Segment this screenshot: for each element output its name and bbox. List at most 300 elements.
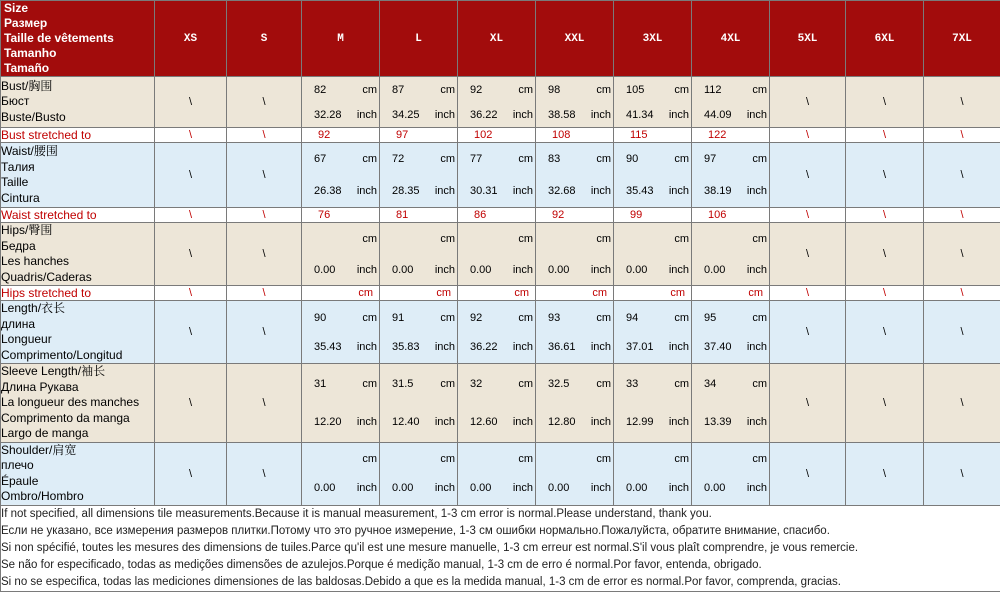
- not-available-mark: \: [189, 326, 192, 338]
- stretch-cell-hips-xxl: [536, 286, 614, 301]
- inch-value: 0.00: [470, 482, 491, 494]
- cm-line: [314, 153, 377, 165]
- inch-line: [704, 264, 767, 276]
- disclaimer-line-es: Si no se especifica, todas las mediciones dimensiones de las baldosas.Debido a que es la medida manual, 1-3 cm de error es normal.Por favor, comprenda, gracias.: [1, 574, 1000, 591]
- not-available-mark: \: [262, 169, 265, 181]
- stretch-value-pair: [536, 209, 613, 221]
- cm-line: [704, 233, 767, 245]
- measure-label-line: Hips/臀围: [1, 223, 154, 239]
- not-available-mark: \: [262, 287, 265, 299]
- inch-value: 34.25: [392, 109, 420, 121]
- cm-line: [470, 84, 533, 96]
- cm-value: 112: [704, 84, 722, 96]
- cm-value: 32.5: [548, 378, 569, 390]
- value-cell-waist-6xl: [846, 143, 924, 208]
- inch-unit: inch: [591, 482, 611, 494]
- value-cell-sleeve-5xl: [770, 364, 846, 443]
- size-label-line: Size: [4, 1, 154, 16]
- size-header-xs: XS: [155, 1, 227, 77]
- measure-label-line: La longueur des manches: [1, 395, 154, 411]
- measure-label-line: Quadris/Caderas: [1, 270, 154, 286]
- cm-line: [314, 312, 377, 324]
- inch-line: [548, 416, 611, 428]
- measure-label-line: Les hanches: [1, 254, 154, 270]
- cm-unit: cm: [518, 233, 533, 245]
- inch-line: [626, 264, 689, 276]
- value-cell-length-l: [380, 301, 458, 364]
- cm-inch-pair: [692, 303, 769, 361]
- inch-unit: inch: [513, 482, 533, 494]
- cm-unit: cm: [752, 233, 767, 245]
- inch-unit: inch: [513, 416, 533, 428]
- stretch-value: 92: [318, 129, 330, 141]
- inch-unit: inch: [357, 482, 377, 494]
- cm-unit: cm: [440, 153, 455, 165]
- inch-line: [704, 416, 767, 428]
- value-cell-hips-7xl: [924, 223, 1000, 286]
- inch-unit: inch: [669, 416, 689, 428]
- cm-inch-pair: [536, 445, 613, 503]
- cm-line: [470, 312, 533, 324]
- cm-inch-pair: [302, 143, 379, 207]
- stretch-value: 86: [474, 209, 486, 221]
- cm-unit: cm: [440, 378, 455, 390]
- measure-label-line: Sleeve Length/袖长: [1, 364, 154, 380]
- size-header-5xl: 5XL: [770, 1, 846, 77]
- cm-line: [314, 84, 377, 96]
- cm-value: 67: [314, 153, 326, 165]
- value-cell-bust-m: [302, 77, 380, 128]
- stretch-unit: cm: [592, 287, 607, 299]
- cm-value: 90: [626, 153, 638, 165]
- cm-line: [626, 84, 689, 96]
- cm-unit: cm: [362, 378, 377, 390]
- measure-row-sleeve: [1, 364, 1000, 443]
- not-available-mark: \: [883, 129, 886, 141]
- value-cell-shoulder-s: [227, 442, 302, 505]
- cm-inch-pair: [692, 77, 769, 127]
- cm-unit: cm: [596, 233, 611, 245]
- cm-line: [470, 453, 533, 465]
- cm-value: 98: [548, 84, 560, 96]
- inch-line: [548, 109, 611, 121]
- size-label-cell: [1, 1, 155, 77]
- not-available-mark: \: [806, 96, 809, 108]
- measure-label-line: длина: [1, 317, 154, 333]
- inch-value: 12.60: [470, 416, 498, 428]
- inch-unit: inch: [591, 416, 611, 428]
- stretch-label: Hips stretched to: [1, 286, 155, 301]
- cm-value: 33: [626, 378, 638, 390]
- value-cell-length-7xl: [924, 301, 1000, 364]
- inch-value: 32.28: [314, 109, 342, 121]
- cm-value: 32: [470, 378, 482, 390]
- measure-row-bust: [1, 77, 1000, 128]
- cm-line: [470, 378, 533, 390]
- measure-label-line: Cintura: [1, 191, 154, 207]
- stretch-value-pair: [380, 129, 457, 141]
- inch-unit: inch: [669, 482, 689, 494]
- cm-line: [704, 312, 767, 324]
- stretch-value-pair: [536, 287, 613, 299]
- stretch-value-pair: [458, 209, 535, 221]
- inch-line: [626, 185, 689, 197]
- inch-value: 32.68: [548, 185, 576, 197]
- stretch-cell-bust-l: [380, 128, 458, 143]
- value-cell-length-4xl: [692, 301, 770, 364]
- not-available-mark: \: [883, 326, 886, 338]
- stretch-value: 99: [630, 209, 642, 221]
- cm-value: 31.5: [392, 378, 413, 390]
- measure-label-hips: [1, 223, 155, 286]
- inch-value: 36.22: [470, 341, 498, 353]
- value-cell-length-xxl: [536, 301, 614, 364]
- inch-value: 12.80: [548, 416, 576, 428]
- inch-value: 0.00: [704, 482, 725, 494]
- cm-unit: cm: [752, 153, 767, 165]
- cm-line: [548, 153, 611, 165]
- stretch-row-bust: [1, 128, 1000, 143]
- inch-unit: inch: [435, 109, 455, 121]
- value-cell-shoulder-xl: [458, 442, 536, 505]
- cm-line: [548, 312, 611, 324]
- not-available-mark: \: [883, 96, 886, 108]
- value-cell-bust-6xl: [846, 77, 924, 128]
- inch-unit: inch: [513, 264, 533, 276]
- not-available-mark: \: [189, 96, 192, 108]
- not-available-mark: \: [262, 129, 265, 141]
- inch-unit: inch: [747, 416, 767, 428]
- measure-label-shoulder: [1, 442, 155, 505]
- inch-unit: inch: [357, 341, 377, 353]
- inch-line: [626, 482, 689, 494]
- value-cell-sleeve-xxl: [536, 364, 614, 443]
- inch-value: 0.00: [314, 482, 335, 494]
- stretch-cell-waist-xl: [458, 208, 536, 223]
- value-cell-waist-7xl: [924, 143, 1000, 208]
- not-available-mark: \: [806, 248, 809, 260]
- disclaimer-line-en: If not specified, all dimensions tile measurements.Because it is manual measurement, 1-3 cm error is normal.Please understand, thank you.: [1, 506, 1000, 523]
- not-available-mark: \: [189, 248, 192, 260]
- inch-unit: inch: [591, 109, 611, 121]
- cm-line: [314, 233, 377, 245]
- value-cell-length-xl: [458, 301, 536, 364]
- value-cell-bust-l: [380, 77, 458, 128]
- cm-unit: cm: [752, 378, 767, 390]
- stretch-unit: cm: [748, 287, 763, 299]
- not-available-mark: \: [960, 209, 963, 221]
- cm-inch-pair: [458, 445, 535, 503]
- value-cell-bust-5xl: [770, 77, 846, 128]
- measure-label-line: Shoulder/肩宽: [1, 443, 154, 459]
- cm-line: [314, 378, 377, 390]
- stretch-value-pair: [536, 129, 613, 141]
- stretch-value-pair: [458, 129, 535, 141]
- cm-unit: cm: [440, 453, 455, 465]
- inch-value: 0.00: [392, 482, 413, 494]
- stretch-row-waist: [1, 208, 1000, 223]
- cm-inch-pair: [458, 365, 535, 441]
- cm-unit: cm: [752, 84, 767, 96]
- inch-unit: inch: [747, 264, 767, 276]
- size-header-4xl: 4XL: [692, 1, 770, 77]
- inch-line: [470, 341, 533, 353]
- value-cell-hips-l: [380, 223, 458, 286]
- stretch-value: 92: [552, 209, 564, 221]
- cm-unit: cm: [362, 312, 377, 324]
- stretch-label: Waist stretched to: [1, 208, 155, 223]
- measure-label-bust: [1, 77, 155, 128]
- size-label-line: Размер: [4, 16, 154, 31]
- stretch-value-pair: [302, 129, 379, 141]
- stretch-value: 76: [318, 209, 330, 221]
- cm-inch-pair: [380, 445, 457, 503]
- stretch-cell-bust-4xl: [692, 128, 770, 143]
- cm-inch-pair: [614, 445, 691, 503]
- inch-line: [626, 416, 689, 428]
- cm-unit: cm: [440, 233, 455, 245]
- not-available-mark: \: [960, 397, 963, 409]
- cm-unit: cm: [518, 453, 533, 465]
- not-available-mark: \: [883, 287, 886, 299]
- cm-inch-pair: [536, 365, 613, 441]
- value-cell-hips-3xl: [614, 223, 692, 286]
- inch-line: [548, 264, 611, 276]
- cm-value: 91: [392, 312, 404, 324]
- cm-inch-pair: [458, 303, 535, 361]
- measure-label-line: плечо: [1, 458, 154, 474]
- inch-line: [470, 482, 533, 494]
- inch-value: 0.00: [470, 264, 491, 276]
- measure-label-line: Бедра: [1, 239, 154, 255]
- stretch-cell-hips-7xl: [924, 286, 1000, 301]
- not-available-mark: \: [806, 169, 809, 181]
- size-header-l: L: [380, 1, 458, 77]
- cm-value: 87: [392, 84, 404, 96]
- cm-unit: cm: [362, 453, 377, 465]
- measure-row-hips: [1, 223, 1000, 286]
- not-available-mark: \: [262, 468, 265, 480]
- value-cell-waist-s: [227, 143, 302, 208]
- stretch-cell-bust-xxl: [536, 128, 614, 143]
- value-cell-shoulder-7xl: [924, 442, 1000, 505]
- value-cell-sleeve-7xl: [924, 364, 1000, 443]
- inch-line: [314, 482, 377, 494]
- value-cell-hips-6xl: [846, 223, 924, 286]
- inch-value: 0.00: [392, 264, 413, 276]
- inch-line: [392, 416, 455, 428]
- measure-row-length: [1, 301, 1000, 364]
- cm-inch-pair: [536, 143, 613, 207]
- stretch-value-pair: [692, 287, 769, 299]
- cm-unit: cm: [596, 312, 611, 324]
- inch-line: [548, 341, 611, 353]
- size-header-xxl: XXL: [536, 1, 614, 77]
- size-header-s: S: [227, 1, 302, 77]
- not-available-mark: \: [960, 468, 963, 480]
- stretch-value-pair: [302, 209, 379, 221]
- measure-label-line: Comprimento/Longitud: [1, 348, 154, 364]
- measure-label-sleeve: [1, 364, 155, 443]
- not-available-mark: \: [960, 248, 963, 260]
- inch-unit: inch: [747, 185, 767, 197]
- cm-unit: cm: [362, 153, 377, 165]
- cm-unit: cm: [518, 153, 533, 165]
- cm-line: [470, 233, 533, 245]
- value-cell-hips-s: [227, 223, 302, 286]
- inch-line: [548, 482, 611, 494]
- cm-value: 92: [470, 84, 482, 96]
- not-available-mark: \: [883, 209, 886, 221]
- cm-inch-pair: [692, 143, 769, 207]
- stretch-cell-bust-3xl: [614, 128, 692, 143]
- cm-value: 72: [392, 153, 404, 165]
- size-label-line: Taille de vêtements: [4, 31, 154, 46]
- cm-line: [548, 233, 611, 245]
- value-cell-waist-xxl: [536, 143, 614, 208]
- disclaimer-line-fr: Si non spécifié, toutes les mesures des dimensions de tuiles.Parce qu'il est une mesure manuelle, 1-3 cm erreur est normal.S'il vous plaît comprendre, je vous remercie.: [1, 540, 1000, 557]
- inch-unit: inch: [513, 109, 533, 121]
- value-cell-length-6xl: [846, 301, 924, 364]
- inch-line: [704, 341, 767, 353]
- stretch-cell-waist-m: [302, 208, 380, 223]
- cm-inch-pair: [692, 445, 769, 503]
- inch-value: 0.00: [704, 264, 725, 276]
- value-cell-sleeve-l: [380, 364, 458, 443]
- cm-unit: cm: [752, 312, 767, 324]
- inch-line: [470, 264, 533, 276]
- cm-line: [704, 153, 767, 165]
- value-cell-waist-3xl: [614, 143, 692, 208]
- stretch-unit: cm: [358, 287, 373, 299]
- not-available-mark: \: [189, 397, 192, 409]
- value-cell-waist-l: [380, 143, 458, 208]
- inch-unit: inch: [357, 185, 377, 197]
- stretch-value-pair: [302, 287, 379, 299]
- cm-value: 93: [548, 312, 560, 324]
- size-header-xl: XL: [458, 1, 536, 77]
- inch-unit: inch: [435, 185, 455, 197]
- cm-line: [392, 153, 455, 165]
- not-available-mark: \: [960, 169, 963, 181]
- inch-value: 13.39: [704, 416, 732, 428]
- stretch-value: 102: [474, 129, 492, 141]
- value-cell-shoulder-4xl: [692, 442, 770, 505]
- inch-unit: inch: [435, 264, 455, 276]
- stretch-value: 106: [708, 209, 726, 221]
- stretch-cell-bust-7xl: [924, 128, 1000, 143]
- inch-value: 0.00: [626, 264, 647, 276]
- cm-unit: cm: [596, 453, 611, 465]
- value-cell-shoulder-5xl: [770, 442, 846, 505]
- inch-value: 37.01: [626, 341, 654, 353]
- measure-label-line: Длина Рукава: [1, 380, 154, 396]
- cm-value: 34: [704, 378, 716, 390]
- stretch-value-pair: [692, 209, 769, 221]
- cm-inch-pair: [302, 303, 379, 361]
- value-cell-hips-5xl: [770, 223, 846, 286]
- value-cell-sleeve-xl: [458, 364, 536, 443]
- cm-unit: cm: [518, 84, 533, 96]
- cm-line: [392, 233, 455, 245]
- stretch-cell-bust-m: [302, 128, 380, 143]
- not-available-mark: \: [189, 287, 192, 299]
- value-cell-hips-xl: [458, 223, 536, 286]
- value-cell-length-5xl: [770, 301, 846, 364]
- inch-unit: inch: [435, 416, 455, 428]
- cm-line: [314, 453, 377, 465]
- size-header-m: M: [302, 1, 380, 77]
- stretch-cell-waist-3xl: [614, 208, 692, 223]
- value-cell-sleeve-6xl: [846, 364, 924, 443]
- value-cell-waist-4xl: [692, 143, 770, 208]
- cm-line: [704, 378, 767, 390]
- cm-value: 105: [626, 84, 644, 96]
- measure-label-line: Longueur: [1, 332, 154, 348]
- value-cell-sleeve-3xl: [614, 364, 692, 443]
- not-available-mark: \: [262, 326, 265, 338]
- measure-label-line: Buste/Busto: [1, 110, 154, 126]
- inch-value: 35.43: [626, 185, 654, 197]
- stretch-value: 108: [552, 129, 570, 141]
- measure-label-line: Taille: [1, 175, 154, 191]
- value-cell-length-xs: [155, 301, 227, 364]
- inch-line: [314, 185, 377, 197]
- inch-value: 12.40: [392, 416, 420, 428]
- cm-line: [392, 312, 455, 324]
- cm-inch-pair: [302, 77, 379, 127]
- stretch-row-hips: [1, 286, 1000, 301]
- cm-line: [470, 153, 533, 165]
- not-available-mark: \: [189, 468, 192, 480]
- inch-value: 37.40: [704, 341, 732, 353]
- inch-line: [392, 264, 455, 276]
- inch-value: 12.20: [314, 416, 342, 428]
- stretch-cell-hips-xs: [155, 286, 227, 301]
- stretch-cell-bust-6xl: [846, 128, 924, 143]
- value-cell-shoulder-6xl: [846, 442, 924, 505]
- stretch-value: 122: [708, 129, 726, 141]
- inch-unit: inch: [747, 482, 767, 494]
- stretch-cell-waist-s: [227, 208, 302, 223]
- cm-inch-pair: [458, 143, 535, 207]
- cm-value: 94: [626, 312, 638, 324]
- cm-inch-pair: [614, 143, 691, 207]
- inch-value: 30.31: [470, 185, 498, 197]
- not-available-mark: \: [806, 397, 809, 409]
- cm-line: [626, 453, 689, 465]
- value-cell-hips-m: [302, 223, 380, 286]
- inch-value: 38.19: [704, 185, 732, 197]
- not-available-mark: \: [189, 129, 192, 141]
- inch-value: 0.00: [626, 482, 647, 494]
- stretch-value-pair: [380, 209, 457, 221]
- disclaimer-line-pt: Se não for especificado, todas as medições dimensões de azulejos.Porque é medição manual, 1-3 cm de erro é normal.Por favor, entenda, obrigado.: [1, 557, 1000, 574]
- stretch-cell-bust-xl: [458, 128, 536, 143]
- inch-unit: inch: [747, 341, 767, 353]
- cm-unit: cm: [674, 153, 689, 165]
- cm-inch-pair: [536, 303, 613, 361]
- value-cell-bust-xxl: [536, 77, 614, 128]
- cm-inch-pair: [302, 365, 379, 441]
- value-cell-sleeve-m: [302, 364, 380, 443]
- cm-line: [626, 312, 689, 324]
- cm-line: [548, 84, 611, 96]
- cm-inch-pair: [692, 223, 769, 285]
- not-available-mark: \: [262, 209, 265, 221]
- cm-value: 83: [548, 153, 560, 165]
- not-available-mark: \: [262, 397, 265, 409]
